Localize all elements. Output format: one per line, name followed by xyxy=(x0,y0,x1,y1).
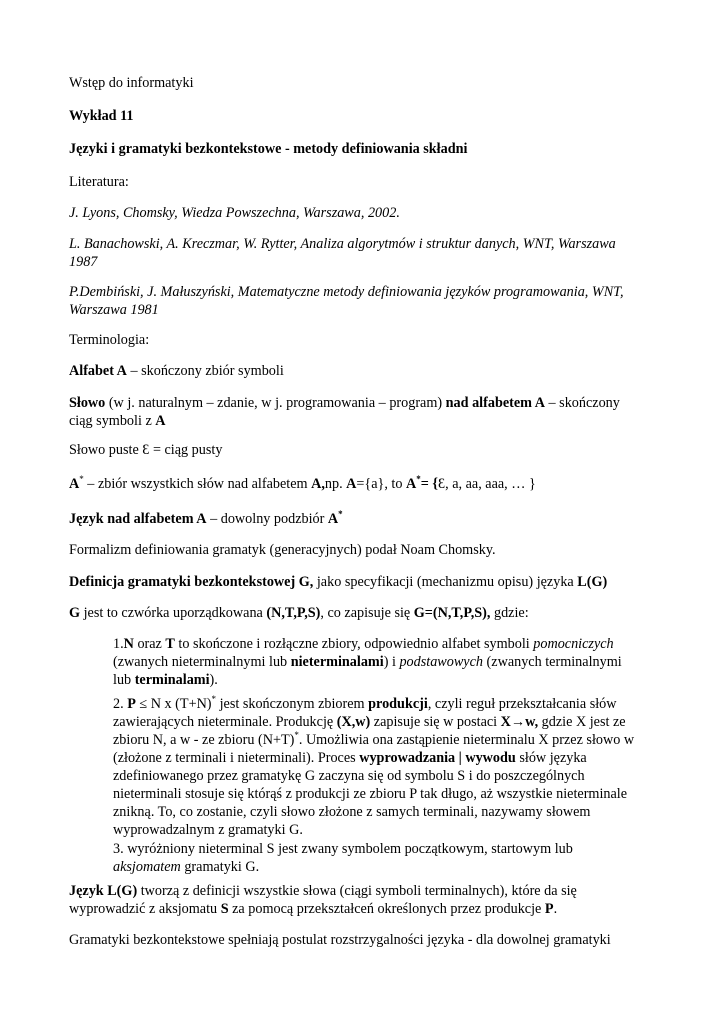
word-definition: Słowo (w j. naturalnym – zdanie, w j. programowania – program) nad alfabetem A – skończony ciąg symboli z A xyxy=(69,395,620,429)
lecture-title: Języki i gramatyki bezkontekstowe - metody definiowania składni xyxy=(69,141,468,157)
lecture-number: Wykład 11 xyxy=(69,108,134,124)
list-item-2: 2. P ≤ N x (T+N)* jest skończonym zbiorem produkcji, czyli reguł przekształcania słów zawierających nieterminale. Produkcję (X,w) zapisuje się w postaci X→w, gdzie X jest ze zbioru N, a w - ze zbioru (N+T)*. Umożliwia ona zastąpienie nieterminalu X przez słowo w (złożone z terminali i nieterminali). Proces wyprowadzania | wywodu słów języka zdefiniowanego przez gramatykę G zaczyna się od symbolu S i do poszczególnych nieterminali stosuje się którąś z produkcji ze zbioru P tak długo, aż wszystkie nieterminale znikną. To, co zostanie, czyli słowo złożone z samych terminali, nazywamy słowem wyprowadzalnym z gramatyki G. xyxy=(113,694,635,838)
reference-1: J. Lyons, Chomsky, Wiedza Powszechna, Warszawa, 2002. xyxy=(69,205,400,221)
list-item-3: 3. wyróżniony nieterminal S jest zwany symbolem początkowym, startowym lub aksjomatem gramatyki G. xyxy=(113,841,573,875)
course-title: Wstęp do informatyki xyxy=(69,75,194,91)
quadruple-definition: G jest to czwórka uporządkowana (N,T,P,S), co zapisuje się G=(N,T,P,S), gdzie: xyxy=(69,605,529,621)
terminology-heading: Terminologia: xyxy=(69,332,150,348)
kleene-star-definition: A* – zbiór wszystkich słów nad alfabetem A,np. A={a}, to A*= {Ɛ, a, aa, aaa, … } xyxy=(69,474,536,492)
closing-sentence: Gramatyki bezkontekstowe spełniają postulat rozstrzygalności języka - dla dowolnej gramatyki xyxy=(69,932,611,948)
language-lg-definition: Język L(G) tworzą z definicji wszystkie słowa (ciągi symboli terminalnych), które da się wyprowadzić z aksjomatu S za pomocą przekształceń określonych przez produkcje P. xyxy=(69,883,577,917)
language-definition: Język nad alfabetem A – dowolny podzbiór A* xyxy=(69,509,343,527)
literature-heading: Literatura: xyxy=(69,174,129,190)
formalism-sentence: Formalizm definiowania gramatyk (generacyjnych) podał Noam Chomsky. xyxy=(69,542,496,558)
alphabet-definition: Alfabet A – skończony zbiór symboli xyxy=(69,363,284,379)
reference-3: P.Dembiński, J. Małuszyński, Matematyczne metody definiowania języków programowania, WNT, Warszawa 1981 xyxy=(69,284,624,318)
reference-2: L. Banachowski, A. Kreczmar, W. Rytter, Analiza algorytmów i struktur danych, WNT, Warszawa 1987 xyxy=(69,236,616,270)
empty-word-definition: Słowo puste Ɛ = ciąg pusty xyxy=(69,442,223,458)
grammar-definition: Definicja gramatyki bezkontekstowej G, jako specyfikacji (mechanizmu opisu) języka L(G) xyxy=(69,574,608,590)
list-item-1: 1.N oraz T to skończone i rozłączne zbiory, odpowiednio alfabet symboli pomocniczych (zwanych nieterminalnymi lub nieterminalami) i podstawowych (zwanych terminalnymi lub terminalami). xyxy=(113,636,622,688)
